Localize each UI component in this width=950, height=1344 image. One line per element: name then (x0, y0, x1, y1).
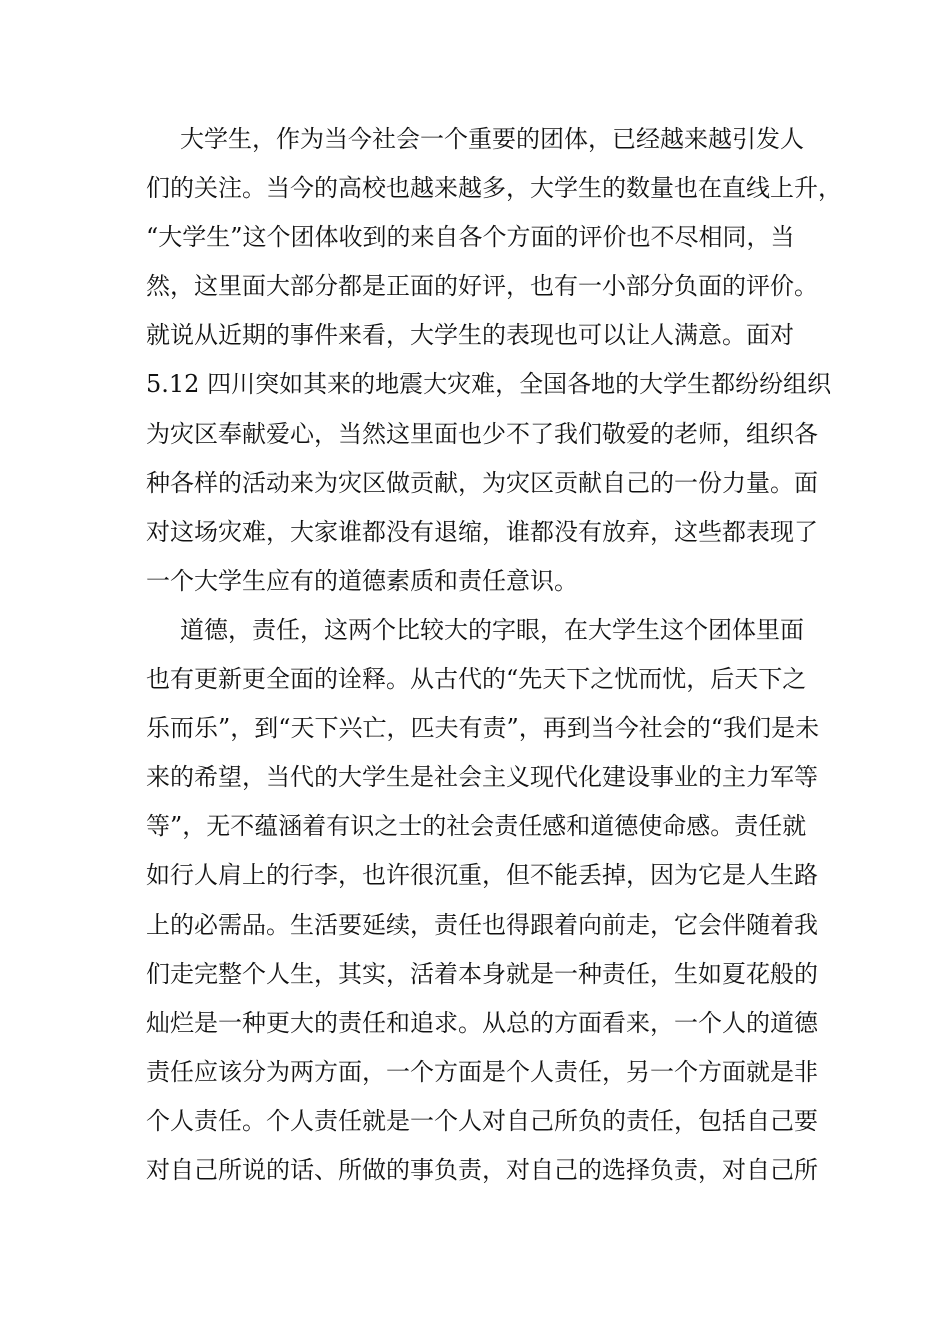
text-line: 们的关注。当今的高校也越来越多，大学生的数量也在直线上升， (146, 174, 842, 203)
text-line: 为灾区奉献爱心，当然这里面也少不了我们敬爱的老师，组织各 (146, 419, 818, 448)
text-line: 种各样的活动来为灾区做贡献，为灾区贡献自己的一份力量。面 (146, 468, 818, 497)
text-line: 来的希望，当代的大学生是社会主义现代化建设事业的主力军等 (146, 763, 818, 792)
text-line: 上的必需品。生活要延续，责任也得跟着向前走，它会伴随着我 (146, 910, 818, 939)
text-line: “大学生”这个团体收到的来自各个方面的评价也不尽相同，当 (146, 223, 795, 252)
text-line: 个人责任。个人责任就是一个人对自己所负的责任，包括自己要 (146, 1106, 818, 1135)
text-line: 责任应该分为两方面，一个方面是个人责任，另一个方面就是非 (146, 1057, 818, 1086)
text-line: 灿烂是一种更大的责任和追求。从总的方面看来，一个人的道德 (146, 1008, 818, 1037)
paragraph-2 (146, 606, 836, 1195)
text-line: 们走完整个人生，其实，活着本身就是一种责任，生如夏花般的 (146, 959, 818, 988)
text-line: 对自己所说的话、所做的事负责，对自己的选择负责，对自己所 (146, 1155, 818, 1184)
body-text (146, 115, 842, 1195)
text-line: 也有更新更全面的诠释。从古代的“先天下之忧而忧，后天下之 (146, 665, 807, 694)
text-line: 乐而乐”，到“天下兴亡，匹夫有责”，再到当今社会的“我们是未 (146, 714, 820, 743)
text-line: 等”，无不蕴涵着有识之士的社会责任感和道德使命感。责任就 (146, 812, 807, 841)
text-line: 一个大学生应有的道德素质和责任意识。 (146, 566, 578, 595)
paragraph-1 (146, 115, 842, 606)
text-line: 如行人肩上的行李，也许很沉重，但不能丢掉，因为它是人生路 (146, 861, 818, 890)
text-line: 对这场灾难，大家谁都没有退缩，谁都没有放弃，这些都表现了 (146, 517, 818, 546)
text-line: 然，这里面大部分都是正面的好评，也有一小部分负面的评价。 (146, 272, 818, 301)
text-line: 5.12 四川突如其来的地震大灾难，全国各地的大学生都纷纷组织 (146, 370, 832, 399)
text-line: 道德，责任，这两个比较大的字眼，在大学生这个团体里面 (180, 615, 804, 644)
text-line: 大学生，作为当今社会一个重要的团体，已经越来越引发人 (180, 125, 804, 153)
text-line: 就说从近期的事件来看，大学生的表现也可以让人满意。面对 (146, 321, 794, 350)
